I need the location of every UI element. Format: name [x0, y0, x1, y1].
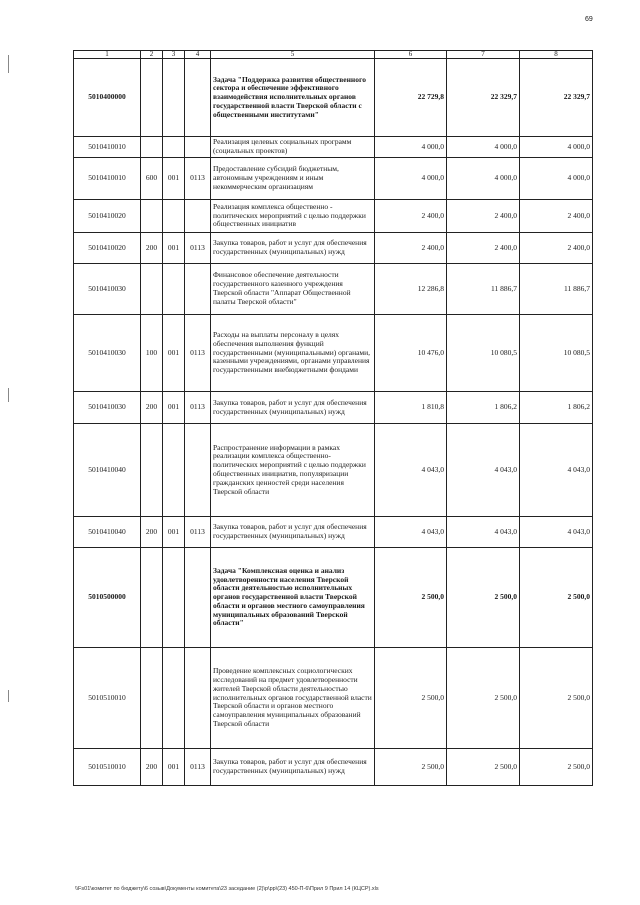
- section-cell: 0113: [185, 158, 211, 200]
- kbk-code-cell: 5010410040: [74, 424, 141, 517]
- expense-type-cell: 200: [141, 517, 163, 548]
- amount-cell: 4 000,0: [375, 137, 447, 158]
- amount-cell: 2 500,0: [447, 648, 520, 749]
- section-cell: [185, 648, 211, 749]
- table-row: [74, 59, 593, 137]
- ministry-cell: 001: [163, 233, 185, 264]
- table-row: [74, 424, 593, 517]
- amount-cell: 2 400,0: [520, 233, 593, 264]
- section-cell: 0113: [185, 315, 211, 392]
- expense-type-cell: 200: [141, 392, 163, 424]
- margin-mark: [8, 55, 9, 73]
- section-cell: [185, 548, 211, 648]
- amount-cell: 1 810,8: [375, 392, 447, 424]
- section-cell: 0113: [185, 392, 211, 424]
- amount-cell: 4 000,0: [447, 137, 520, 158]
- amount-cell: 2 500,0: [520, 648, 593, 749]
- amount-cell: 10 080,5: [447, 315, 520, 392]
- amount-cell: 4 043,0: [520, 517, 593, 548]
- description-cell: Закупка товаров, работ и услуг для обеспечения государственных (муниципальных) нужд: [211, 749, 375, 786]
- ministry-cell: 001: [163, 749, 185, 786]
- kbk-code-cell: 5010500000: [74, 548, 141, 648]
- expense-type-cell: 600: [141, 158, 163, 200]
- kbk-code-cell: 5010410030: [74, 315, 141, 392]
- ministry-cell: [163, 137, 185, 158]
- margin-mark: [8, 690, 9, 702]
- amount-cell: 10 080,5: [520, 315, 593, 392]
- ministry-cell: [163, 648, 185, 749]
- table-row: [74, 517, 593, 548]
- amount-cell: 22 729,8: [375, 59, 447, 137]
- table-body: [74, 59, 593, 786]
- amount-cell: 2 500,0: [520, 749, 593, 786]
- amount-cell: 2 500,0: [375, 749, 447, 786]
- amount-cell: 4 043,0: [447, 517, 520, 548]
- ministry-cell: 001: [163, 158, 185, 200]
- description-cell: Расходы на выплаты персоналу в целях обеспечения выполнения функций государственными (муниципальными) органами, казенными учреждениями, органами управления государственными внебюджетными фондами: [211, 315, 375, 392]
- amount-cell: 2 500,0: [447, 749, 520, 786]
- amount-cell: 1 806,2: [520, 392, 593, 424]
- header-cell: 6: [375, 51, 447, 59]
- description-cell: Задача "Комплексная оценка и анализ удовлетворенности населения Тверской области деятельностью исполнительных органов государственной власти Тверской области и органов местного самоуправления муниципальных образований Тверской области": [211, 548, 375, 648]
- header-cell: 4: [185, 51, 211, 59]
- description-cell: Реализация комплекса общественно - политических мероприятий с целью поддержки общественных инициатив: [211, 200, 375, 233]
- description-cell: Финансовое обеспечение деятельности государственного казенного учреждения Тверской области "Аппарат Общественной палаты Тверской области": [211, 264, 375, 315]
- amount-cell: 4 000,0: [520, 158, 593, 200]
- kbk-code-cell: 5010510010: [74, 749, 141, 786]
- description-cell: Закупка товаров, работ и услуг для обеспечения государственных (муниципальных) нужд: [211, 517, 375, 548]
- amount-cell: 11 886,7: [447, 264, 520, 315]
- ministry-cell: 001: [163, 517, 185, 548]
- ministry-cell: 001: [163, 392, 185, 424]
- section-cell: [185, 59, 211, 137]
- table-row: [74, 315, 593, 392]
- table-row: [74, 264, 593, 315]
- header-cell: 7: [447, 51, 520, 59]
- amount-cell: 4 043,0: [520, 424, 593, 517]
- expense-type-cell: [141, 137, 163, 158]
- amount-cell: 2 500,0: [520, 548, 593, 648]
- expense-type-cell: [141, 648, 163, 749]
- description-cell: Реализация целевых социальных программ (социальных проектов): [211, 137, 375, 158]
- header-cell: 8: [520, 51, 593, 59]
- amount-cell: 4 000,0: [375, 158, 447, 200]
- kbk-code-cell: 5010410020: [74, 200, 141, 233]
- amount-cell: 12 286,8: [375, 264, 447, 315]
- budget-table: [73, 50, 593, 786]
- ministry-cell: [163, 200, 185, 233]
- page-number: 69: [585, 16, 593, 23]
- table-row: [74, 392, 593, 424]
- expense-type-cell: [141, 264, 163, 315]
- kbk-code-cell: 5010410010: [74, 158, 141, 200]
- amount-cell: 1 806,2: [447, 392, 520, 424]
- expense-type-cell: 100: [141, 315, 163, 392]
- amount-cell: 10 476,0: [375, 315, 447, 392]
- amount-cell: 4 043,0: [375, 517, 447, 548]
- amount-cell: 2 400,0: [447, 200, 520, 233]
- ministry-cell: 001: [163, 315, 185, 392]
- amount-cell: 4 000,0: [447, 158, 520, 200]
- amount-cell: 2 500,0: [447, 548, 520, 648]
- section-cell: [185, 424, 211, 517]
- table-row: [74, 158, 593, 200]
- table-row: [74, 749, 593, 786]
- amount-cell: 11 886,7: [520, 264, 593, 315]
- amount-cell: 2 500,0: [375, 648, 447, 749]
- kbk-code-cell: 5010410010: [74, 137, 141, 158]
- expense-type-cell: [141, 548, 163, 648]
- kbk-code-cell: 5010510010: [74, 648, 141, 749]
- amount-cell: 2 400,0: [375, 233, 447, 264]
- expense-type-cell: 200: [141, 749, 163, 786]
- header-cell: 2: [141, 51, 163, 59]
- ministry-cell: [163, 264, 185, 315]
- expense-type-cell: 200: [141, 233, 163, 264]
- kbk-code-cell: 5010410030: [74, 264, 141, 315]
- ministry-cell: [163, 424, 185, 517]
- section-cell: [185, 200, 211, 233]
- description-cell: Распространение информации в рамках реализации комплекса общественно-политических мероприятий с целью поддержки общественных инициатив, популяризации гражданских ценностей среди населения Тверской области: [211, 424, 375, 517]
- amount-cell: 2 400,0: [447, 233, 520, 264]
- amount-cell: 4 043,0: [447, 424, 520, 517]
- amount-cell: 2 500,0: [375, 548, 447, 648]
- header-cell: 3: [163, 51, 185, 59]
- table-row: [74, 548, 593, 648]
- amount-cell: 4 043,0: [375, 424, 447, 517]
- amount-cell: 2 400,0: [375, 200, 447, 233]
- section-cell: [185, 137, 211, 158]
- header-row: [74, 51, 593, 59]
- description-cell: Закупка товаров, работ и услуг для обеспечения государственных (муниципальных) нужд: [211, 392, 375, 424]
- amount-cell: 22 329,7: [447, 59, 520, 137]
- expense-type-cell: [141, 200, 163, 233]
- table-row: [74, 137, 593, 158]
- section-cell: 0113: [185, 749, 211, 786]
- section-cell: [185, 264, 211, 315]
- description-cell: Задача "Поддержка развития общественного сектора и обеспечение эффективного взаимодействия исполнительных органов государственной власти Тверской области с общественными институтами": [211, 59, 375, 137]
- kbk-code-cell: 5010410030: [74, 392, 141, 424]
- amount-cell: 22 329,7: [520, 59, 593, 137]
- margin-mark: [8, 388, 9, 402]
- kbk-code-cell: 5010400000: [74, 59, 141, 137]
- description-cell: Предоставление субсидий бюджетным, автономным учреждениям и иным некоммерческим организациям: [211, 158, 375, 200]
- expense-type-cell: [141, 424, 163, 517]
- table-row: [74, 200, 593, 233]
- expense-type-cell: [141, 59, 163, 137]
- table-row: [74, 233, 593, 264]
- kbk-code-cell: 5010410040: [74, 517, 141, 548]
- ministry-cell: [163, 59, 185, 137]
- section-cell: 0113: [185, 233, 211, 264]
- header-cell: 1: [74, 51, 141, 59]
- description-cell: Закупка товаров, работ и услуг для обеспечения государственных (муниципальных) нужд: [211, 233, 375, 264]
- file-path-footer: \\Fs01\комитет по бюджету\6 созыв\Документы комитета\23 заседание (2)\р\рр\(23) 450-П-6\Прил 9 Прил 14 (КЦСР).xls: [75, 886, 379, 892]
- amount-cell: 2 400,0: [520, 200, 593, 233]
- description-cell: Проведение комплексных социологических исследований на предмет удовлетворенности жителей Тверской области деятельностью исполнительных органов государственной власти Тверской области и органов местного самоуправления муниципальных образований Тверской области: [211, 648, 375, 749]
- header-cell: 5: [211, 51, 375, 59]
- kbk-code-cell: 5010410020: [74, 233, 141, 264]
- table-row: [74, 648, 593, 749]
- section-cell: 0113: [185, 517, 211, 548]
- amount-cell: 4 000,0: [520, 137, 593, 158]
- ministry-cell: [163, 548, 185, 648]
